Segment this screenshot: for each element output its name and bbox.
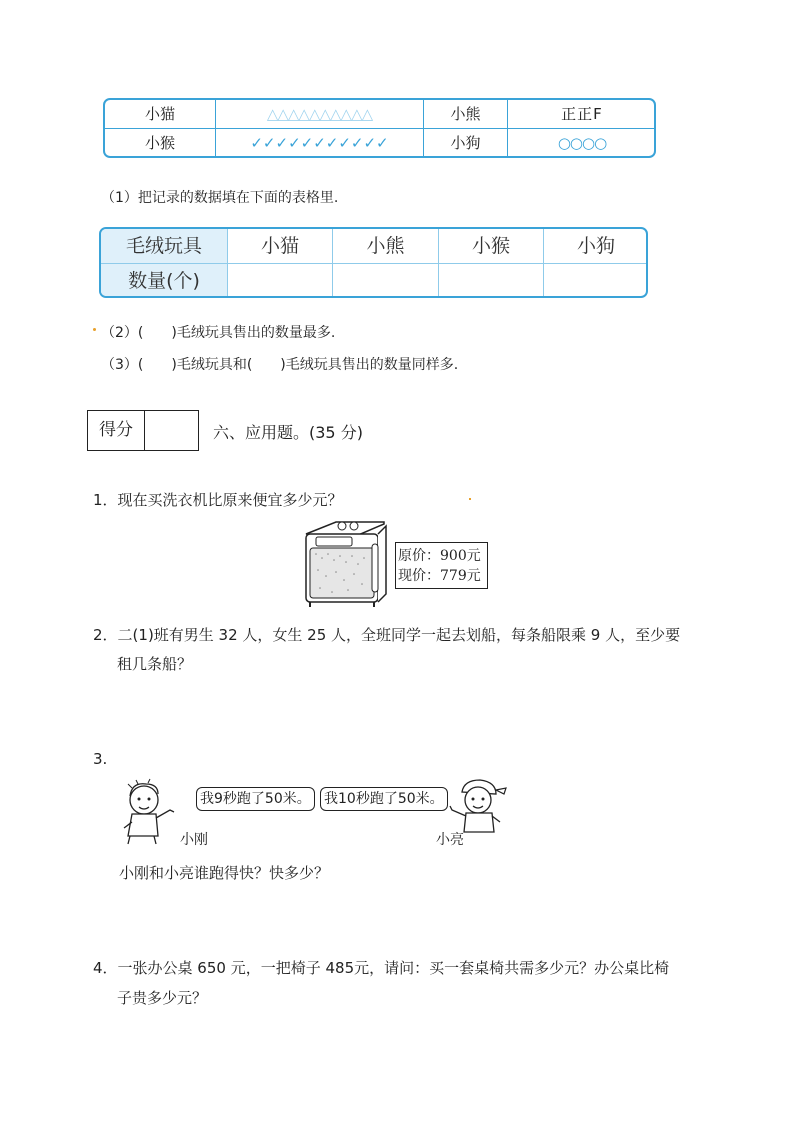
- price-original: 原价：900元: [398, 548, 481, 564]
- score-label: 得分: [88, 411, 145, 450]
- tally-row: [105, 129, 654, 157]
- problem-4-line-1: 4．一张办公桌 650 元，一把椅子 485元，请问：买一套桌椅共需多少元？办公桌比椅: [93, 959, 670, 977]
- tally-name: 小猫: [144, 105, 175, 123]
- fill-cell-cat[interactable]: [228, 264, 332, 298]
- tally-marks: △△△△△△△△△△: [266, 105, 373, 123]
- washing-machine-illustration: [300, 514, 390, 610]
- fill-row-label: 数量(个): [128, 270, 200, 292]
- speech-bubble-xiaoliang: 我10秒跑了50米。: [320, 787, 448, 811]
- boy-xiaogang-illustration: [118, 778, 186, 846]
- question-3: （3）( )毛绒玩具和( )毛绒玩具售出的数量同样多.: [101, 357, 459, 373]
- name-xiaoliang: 小亮: [436, 832, 464, 848]
- tally-marks: ○○○○: [557, 134, 607, 152]
- fill-header: 小猴: [471, 235, 510, 257]
- fill-cell-dog[interactable]: [544, 264, 648, 298]
- problem-2-line-2: 租几条船？: [117, 655, 193, 673]
- score-box: [87, 410, 199, 451]
- fill-cell-monkey[interactable]: [439, 264, 543, 298]
- fill-header: 小熊: [366, 235, 405, 257]
- section-title: 六、应用题。(35 分): [213, 423, 363, 442]
- tally-name: 小狗: [450, 134, 481, 152]
- tally-marks: ✓✓✓✓✓✓✓✓✓✓✓: [250, 134, 389, 152]
- score-input[interactable]: [145, 411, 199, 450]
- fill-cell-bear[interactable]: [333, 264, 438, 298]
- fill-table: [99, 227, 648, 298]
- question-2: （2）( )毛绒玩具售出的数量最多.: [101, 325, 336, 341]
- tally-marks: 正正F: [561, 105, 603, 123]
- boy-xiaoliang-illustration: [446, 776, 510, 834]
- problem-4-line-2: 子贵多少元？: [117, 989, 208, 1007]
- fill-header: 毛绒玩具: [125, 235, 202, 257]
- price-tag: [395, 542, 488, 589]
- name-xiaogang: 小刚: [180, 832, 208, 848]
- fill-header: 小猫: [260, 235, 299, 257]
- tally-name: 小猴: [144, 134, 175, 152]
- tally-name: 小熊: [450, 105, 481, 123]
- price-now: 现价：779元: [398, 568, 481, 584]
- stray-dot: [93, 328, 96, 331]
- problem-1: 1．现在买洗衣机比原来便宜多少元？: [93, 491, 343, 509]
- stray-dot: [469, 498, 471, 500]
- tally-row: [105, 100, 654, 129]
- fill-header: 小狗: [576, 235, 615, 257]
- speech-bubble-xiaogang: 我9秒跑了50米。: [196, 787, 315, 811]
- question-1: （1）把记录的数据填在下面的表格里.: [101, 190, 339, 206]
- tally-table: [103, 98, 656, 158]
- problem-3-number: 3.: [93, 750, 108, 768]
- problem-3-question: 小刚和小亮谁跑得快？快多少？: [119, 864, 330, 882]
- problem-2-line-1: 2．二(1)班有男生 32 人，女生 25 人，全班同学一起去划船，每条船限乘 9 人，至少要: [93, 626, 681, 644]
